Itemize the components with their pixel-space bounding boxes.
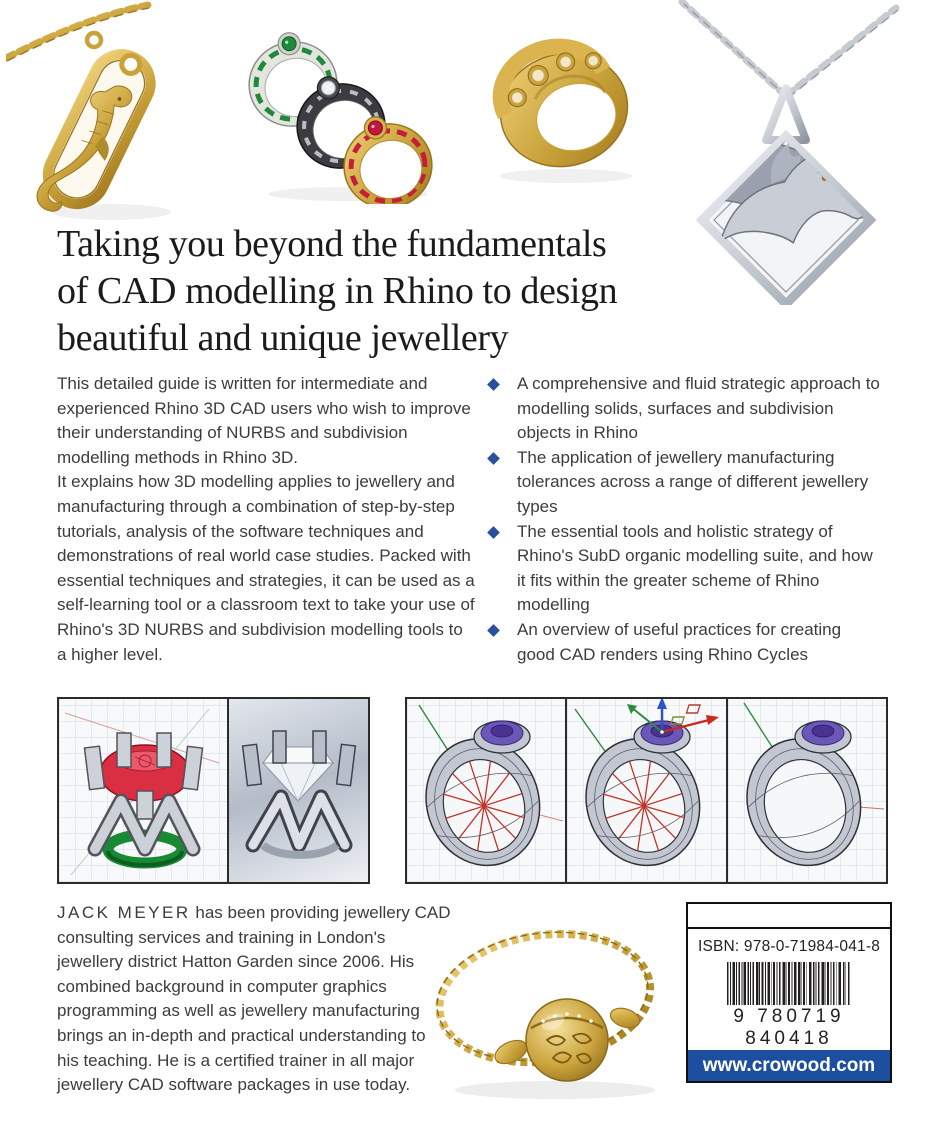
barcode-digits: 9 780719 840418 — [733, 1006, 845, 1050]
headline-line: Taking you beyond the fundamentals — [57, 223, 607, 265]
diamond-bullet-icon — [487, 526, 500, 539]
feature-item — [486, 446, 882, 520]
feature-text: An overview of useful practices for creating good CAD renders using Rhino Cycles — [517, 619, 842, 664]
cad-view-wireframe — [59, 699, 227, 882]
cad-view-render — [227, 699, 368, 882]
publisher-website-band: www.crowood.com — [688, 1050, 890, 1081]
feature-item — [486, 520, 882, 618]
feature-item — [486, 618, 882, 667]
bracelet-image — [415, 900, 683, 1107]
cad-panel-ring-views — [405, 697, 888, 884]
diamond-bullet-icon — [487, 452, 500, 465]
tagline-headline — [57, 221, 697, 362]
isbn-box — [686, 902, 892, 1083]
diamond-bullet-icon — [487, 378, 500, 391]
feature-text: A comprehensive and fluid strategic approach to modelling solids, surfaces and subdivision objects in Rhino — [517, 374, 880, 443]
headline-line: of CAD modelling in Rhino to design — [57, 270, 618, 312]
diamond-bullet-icon — [487, 624, 500, 637]
author-bio — [57, 901, 451, 1098]
barcode-image — [714, 962, 864, 1005]
intro-paragraph-2: It explains how 3D modelling applies to jewellery and manufacturing through a combination of step-by-step tutorials, analysis of the software techniques and demonstrations of real world case studies. Packed with essential techniques and strategies, it can be used as a self-learning tool or a classroom text to take your use of Rhino's 3D NURBS and subdivision modelling tools to a higher level. — [57, 472, 475, 664]
feature-item — [486, 372, 882, 446]
cad-view-ring-1 — [407, 699, 565, 882]
description-columns — [57, 372, 882, 667]
gold-diamond-ring-image — [484, 28, 646, 188]
cad-view-ring-2 — [565, 699, 726, 882]
intro-paragraph-1: This detailed guide is written for intermediate and experienced Rhino 3D CAD users who wish to improve their understanding of NURBS and subdivision modelling methods in Rhino 3D. — [57, 374, 471, 467]
isbn-label: ISBN: 978-0-71984-041-8 — [697, 938, 881, 956]
isbn-blank-strip — [688, 904, 890, 929]
intro-text — [57, 372, 475, 667]
author-bio-text: has been providing jewellery CAD consulting services and training in London's jewellery district Hatton Garden since 2006. His combined background in computer graphics programming as well as jewellery manufacturing brings an in-depth and practical understanding to his teaching. He is a certified trainer in all major jewellery CAD software packages in use today. — [57, 903, 451, 1095]
feature-text: The essential tools and holistic strategy of Rhino's SubD organic modelling suite, and how it fits within the greater scheme of Rhino modelling — [517, 521, 873, 615]
headline-line: beautiful and unique jewellery — [57, 317, 509, 359]
cad-panel-prong-setting — [57, 697, 370, 884]
feature-text: The application of jewellery manufacturing tolerances across a range of different jewellery types — [517, 447, 869, 516]
cad-view-ring-3 — [726, 699, 886, 882]
seahorse-pendant-image — [6, 0, 188, 230]
feature-list — [486, 372, 882, 667]
enamel-rings-image — [238, 22, 434, 204]
author-name: JACK MEYER — [57, 903, 191, 922]
